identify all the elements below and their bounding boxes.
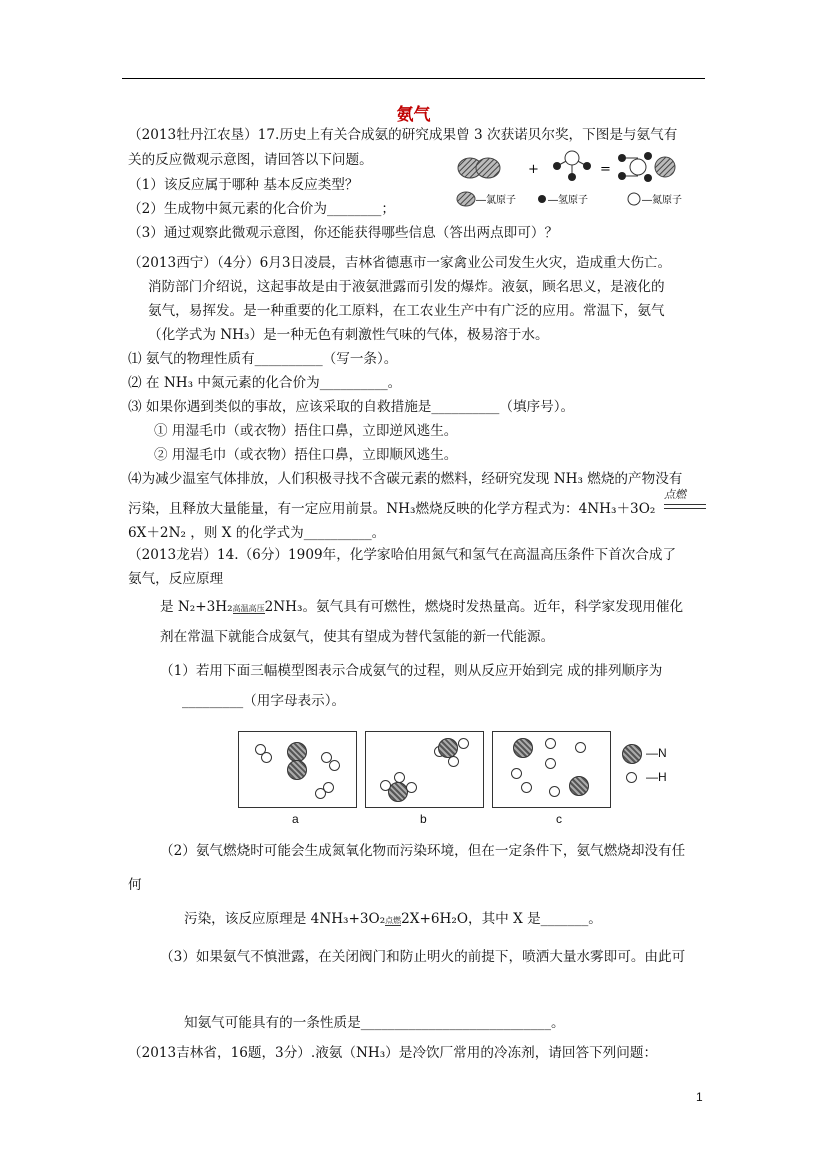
plus-sign: + xyxy=(528,162,539,177)
h-atom xyxy=(323,782,334,793)
equation-bar-top xyxy=(664,504,706,505)
page-number: 1 xyxy=(696,1090,703,1104)
h-atom xyxy=(511,768,522,779)
h-atom xyxy=(261,752,272,763)
q2-option-1: ① 用湿毛巾（或衣物）捂住口鼻，立即逆风逃生。 xyxy=(154,423,458,439)
h-atom xyxy=(545,738,556,749)
n-atom xyxy=(569,776,589,796)
q3-eq-right: 2NH₃。氨气具有可燃性，燃烧时发热量高。近年，科学家发现用催化 xyxy=(264,599,684,615)
legend-h-label: —H xyxy=(646,770,667,784)
q1-legend xyxy=(457,192,682,206)
model-label-c: c xyxy=(556,812,562,826)
q3-part-3-blank: 知氨气可能具有的一条性质是____________________________。 xyxy=(184,1015,565,1031)
h-atom xyxy=(521,782,532,793)
h-atom xyxy=(458,738,469,749)
q3-part-3: （3）如果氨气不慎泄露，在关闭阀门和防止明火的前提下，喷洒大量水雾即可。由此可 xyxy=(160,949,686,965)
q3-eq2-condition: 点燃 xyxy=(385,916,402,925)
h-atom xyxy=(575,742,586,753)
page-title: 氨气 xyxy=(396,105,431,125)
n-atom xyxy=(287,742,307,762)
q3-line-1: （2013龙岩）14.（6分）1909年，化学家哈伯用氮气和氢气在高温高压条件下首次合成了 xyxy=(128,547,677,563)
q3-line-2: 氨气，反应原理 xyxy=(128,571,224,587)
header-rule xyxy=(122,78,705,79)
legend-nitrogen: —氮原子 xyxy=(642,195,682,206)
q3-line-4: 剂在常温下就能合成氨气，使其有望成为替代氢能的新一代能源。 xyxy=(160,629,555,645)
chlorine-molecule xyxy=(458,158,500,178)
q2-sub-4-line-1: ⑷为减少温室气体排放，人们积极寻找不含碳元素的燃料，经研究发现 NH₃ 燃烧的产物没有 xyxy=(128,471,683,487)
q3-part-2: （2）氨气燃烧时可能会生成氮氧化物而污染环境，但在一定条件下，氨气燃烧却没有任 xyxy=(160,843,686,859)
h-atom xyxy=(406,782,417,793)
q1-line-2: 关的反应微观示意图，请回答以下问题。 xyxy=(128,152,373,168)
q4-line-1: （2013吉林省，16题，3分）.液氨（NH₃）是冷饮厂常用的冷冻剂，请回答下列问题： xyxy=(128,1045,658,1061)
model-box-a xyxy=(238,731,357,808)
model-label-a: a xyxy=(292,812,299,826)
q3-eq-condition: 高温高压 xyxy=(232,604,265,613)
equals-sign: = xyxy=(600,162,611,177)
model-box-b xyxy=(365,731,484,808)
ignite-condition: 点燃 xyxy=(664,488,686,501)
q2-sub-1: ⑴ 氨气的物理性质有__________（写一条）。 xyxy=(128,351,398,367)
n-atom xyxy=(287,760,307,780)
n-atom xyxy=(388,782,408,802)
q3-part-1-blank: _________（用字母表示）。 xyxy=(182,693,346,709)
q2-sub-4-line-3: 6X＋2N₂ ，则 X 的化学式为__________。 xyxy=(128,525,386,541)
q3-eq-left: 是 N₂+3H₂ xyxy=(160,599,233,615)
legend-hydrogen: —氢原子 xyxy=(548,195,588,206)
q3-part-2-equation xyxy=(184,910,602,928)
model-label-b: b xyxy=(420,812,427,826)
h-atom xyxy=(329,760,340,771)
legend-h-atom xyxy=(626,772,637,783)
q2-line-4: （化学式为 NH₃）是一种无色有刺激性气味的气体，极易溶于水。 xyxy=(148,327,549,343)
q1-part-2: （2）生成物中氮元素的化合价为________； xyxy=(128,201,395,217)
q2-sub-3: ⑶ 如果你遇到类似的事故，应该采取的自救措施是__________（填序号）。 xyxy=(128,399,575,415)
q3-line-3 xyxy=(160,598,683,616)
legend-n-atom xyxy=(622,744,642,764)
h-atom xyxy=(448,756,459,767)
q2-sub-2: ⑵ 在 NH₃ 中氮元素的化合价为__________。 xyxy=(128,375,402,391)
equation-bar-bottom xyxy=(664,508,706,509)
n-atom xyxy=(513,738,533,758)
legend-n-label: —N xyxy=(646,746,667,760)
q2-option-2: ② 用湿毛巾（或衣物）捂住口鼻，立即顺风逃生。 xyxy=(154,447,458,463)
model-box-c xyxy=(492,731,611,808)
product-molecules xyxy=(618,152,675,182)
q1-part-1: （1）该反应属于哪种 基本反应类型？ xyxy=(128,177,359,193)
h-atom xyxy=(380,780,391,791)
q1-line-1: （2013牡丹江农垦）17.历史上有关合成氨的研究成果曾 3 次获诺贝尔奖，下图是与氨气有 xyxy=(128,127,678,143)
q2-sub-4-line-2: 污染，且释放大量能量，有一定应用前景。NH₃燃烧反映的化学方程式为：4NH₃＋3O₂ xyxy=(128,501,656,517)
h-atom xyxy=(549,786,560,797)
ammonia-molecule xyxy=(553,151,591,181)
q3-part-2-cont: 何 xyxy=(128,877,142,893)
q3-part-1: （1）若用下面三幅模型图表示合成氨气的过程，则从反应开始到完 成的排列顺序为 xyxy=(160,663,663,679)
q2-line-3: 氨气，易挥发。是一种重要的化工原料，在工农业生产中有广泛的应用。常温下，氨气 xyxy=(148,303,665,319)
q2-line-2: 消防部门介绍说，这起事故是由于液氨泄露而引发的爆炸。液氨，顾名思义，是液化的 xyxy=(148,279,665,295)
q1-part-3: （3）通过观察此微观示意图，你还能获得哪些信息（答出两点即可）？ xyxy=(128,225,559,241)
n-atom xyxy=(438,738,458,758)
q3-eq2-right: 2X+6H₂O，其中 X 是_______。 xyxy=(401,911,602,927)
legend-chlorine: —氯原子 xyxy=(476,195,516,206)
q3-eq2-left: 污染，该反应原理是 4NH₃+3O₂ xyxy=(184,911,386,927)
q2-line-1: （2013西宁）（4分）6月3日凌晨，吉林省德惠市一家禽业公司发生火灾，造成重大伤亡。 xyxy=(128,255,672,271)
reaction-micro-diagram xyxy=(448,148,710,210)
h-atom xyxy=(545,758,556,769)
